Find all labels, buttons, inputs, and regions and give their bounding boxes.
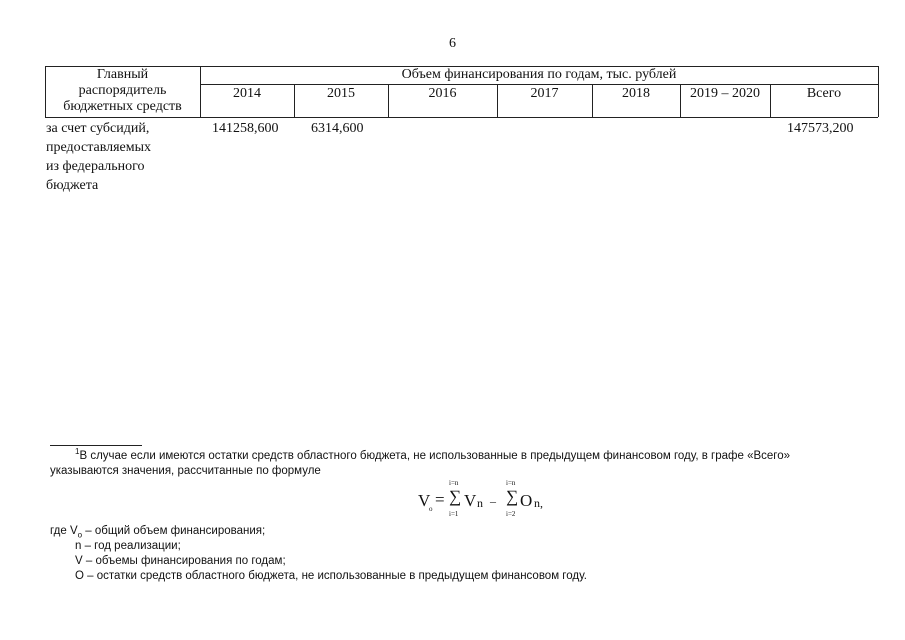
col-header-distributor: Главный распорядитель бюджетных средств [63,67,182,114]
legend-item: О – остатки средств областного бюджета, не использованные в предыдущем финансовом году. [75,570,587,582]
formula-term1: V [464,491,477,510]
table-right-border [878,66,879,117]
formula-term2-sub: n, [534,496,543,510]
col-header-total: Всего [806,86,842,101]
formula-term1-sub: n [477,496,483,510]
sum2-sigma: ∑ [506,487,519,506]
group-header-divider [200,84,878,85]
legend-item: n – год реализации; [75,540,181,552]
col-header-year: 2017 [530,86,559,101]
footnote-line-1: $^1$В случае если имеются остатки средств областного бюджета, не использованные в предыдущем финансовом году, в графе «Всего» [75,447,791,462]
footnote-rule [50,445,142,446]
table-row-label: за счет субсидий, предоставляемых из федерального бюджета [46,121,152,193]
footnote-mark: 1 [75,447,80,457]
formula-minus: – [490,494,496,508]
legend-item: V – объемы финансирования по годам; [75,555,286,567]
formula [415,477,565,521]
page-number: 6 [449,36,456,51]
sum1-lower: i=1 [449,510,459,518]
sum2-lower: i=2 [506,510,516,518]
col-header-year: 2015 [327,86,355,101]
footnote-line-2: указываются значения, рассчитанные по формуле [50,465,321,477]
sum1-sigma: ∑ [449,487,462,506]
formula-eq: = [435,490,445,509]
formula-term2: O [520,491,533,510]
cell-2015: 6314,600 [311,121,364,136]
table-header-bottom-border [45,117,878,118]
formula-lhs: V [418,491,431,510]
col-header-year: 2019 – 2020 [690,86,760,101]
formula-lhs-sub: o [429,505,433,513]
sum2-upper: i=n [506,479,516,487]
sum1-upper: i=n [449,479,459,487]
col-header-year: 2014 [233,86,261,101]
col-header-year: 2018 [622,86,650,101]
col-header-year: 2016 [428,86,457,101]
legend-intro: где $V_o$ – общий объем финансирования; [50,525,266,540]
cell-total: 147573,200 [787,121,854,136]
cell-2014: 141258,600 [212,121,279,136]
col-group-header: Объем финансирования по годам, тыс. рублей [401,67,677,82]
